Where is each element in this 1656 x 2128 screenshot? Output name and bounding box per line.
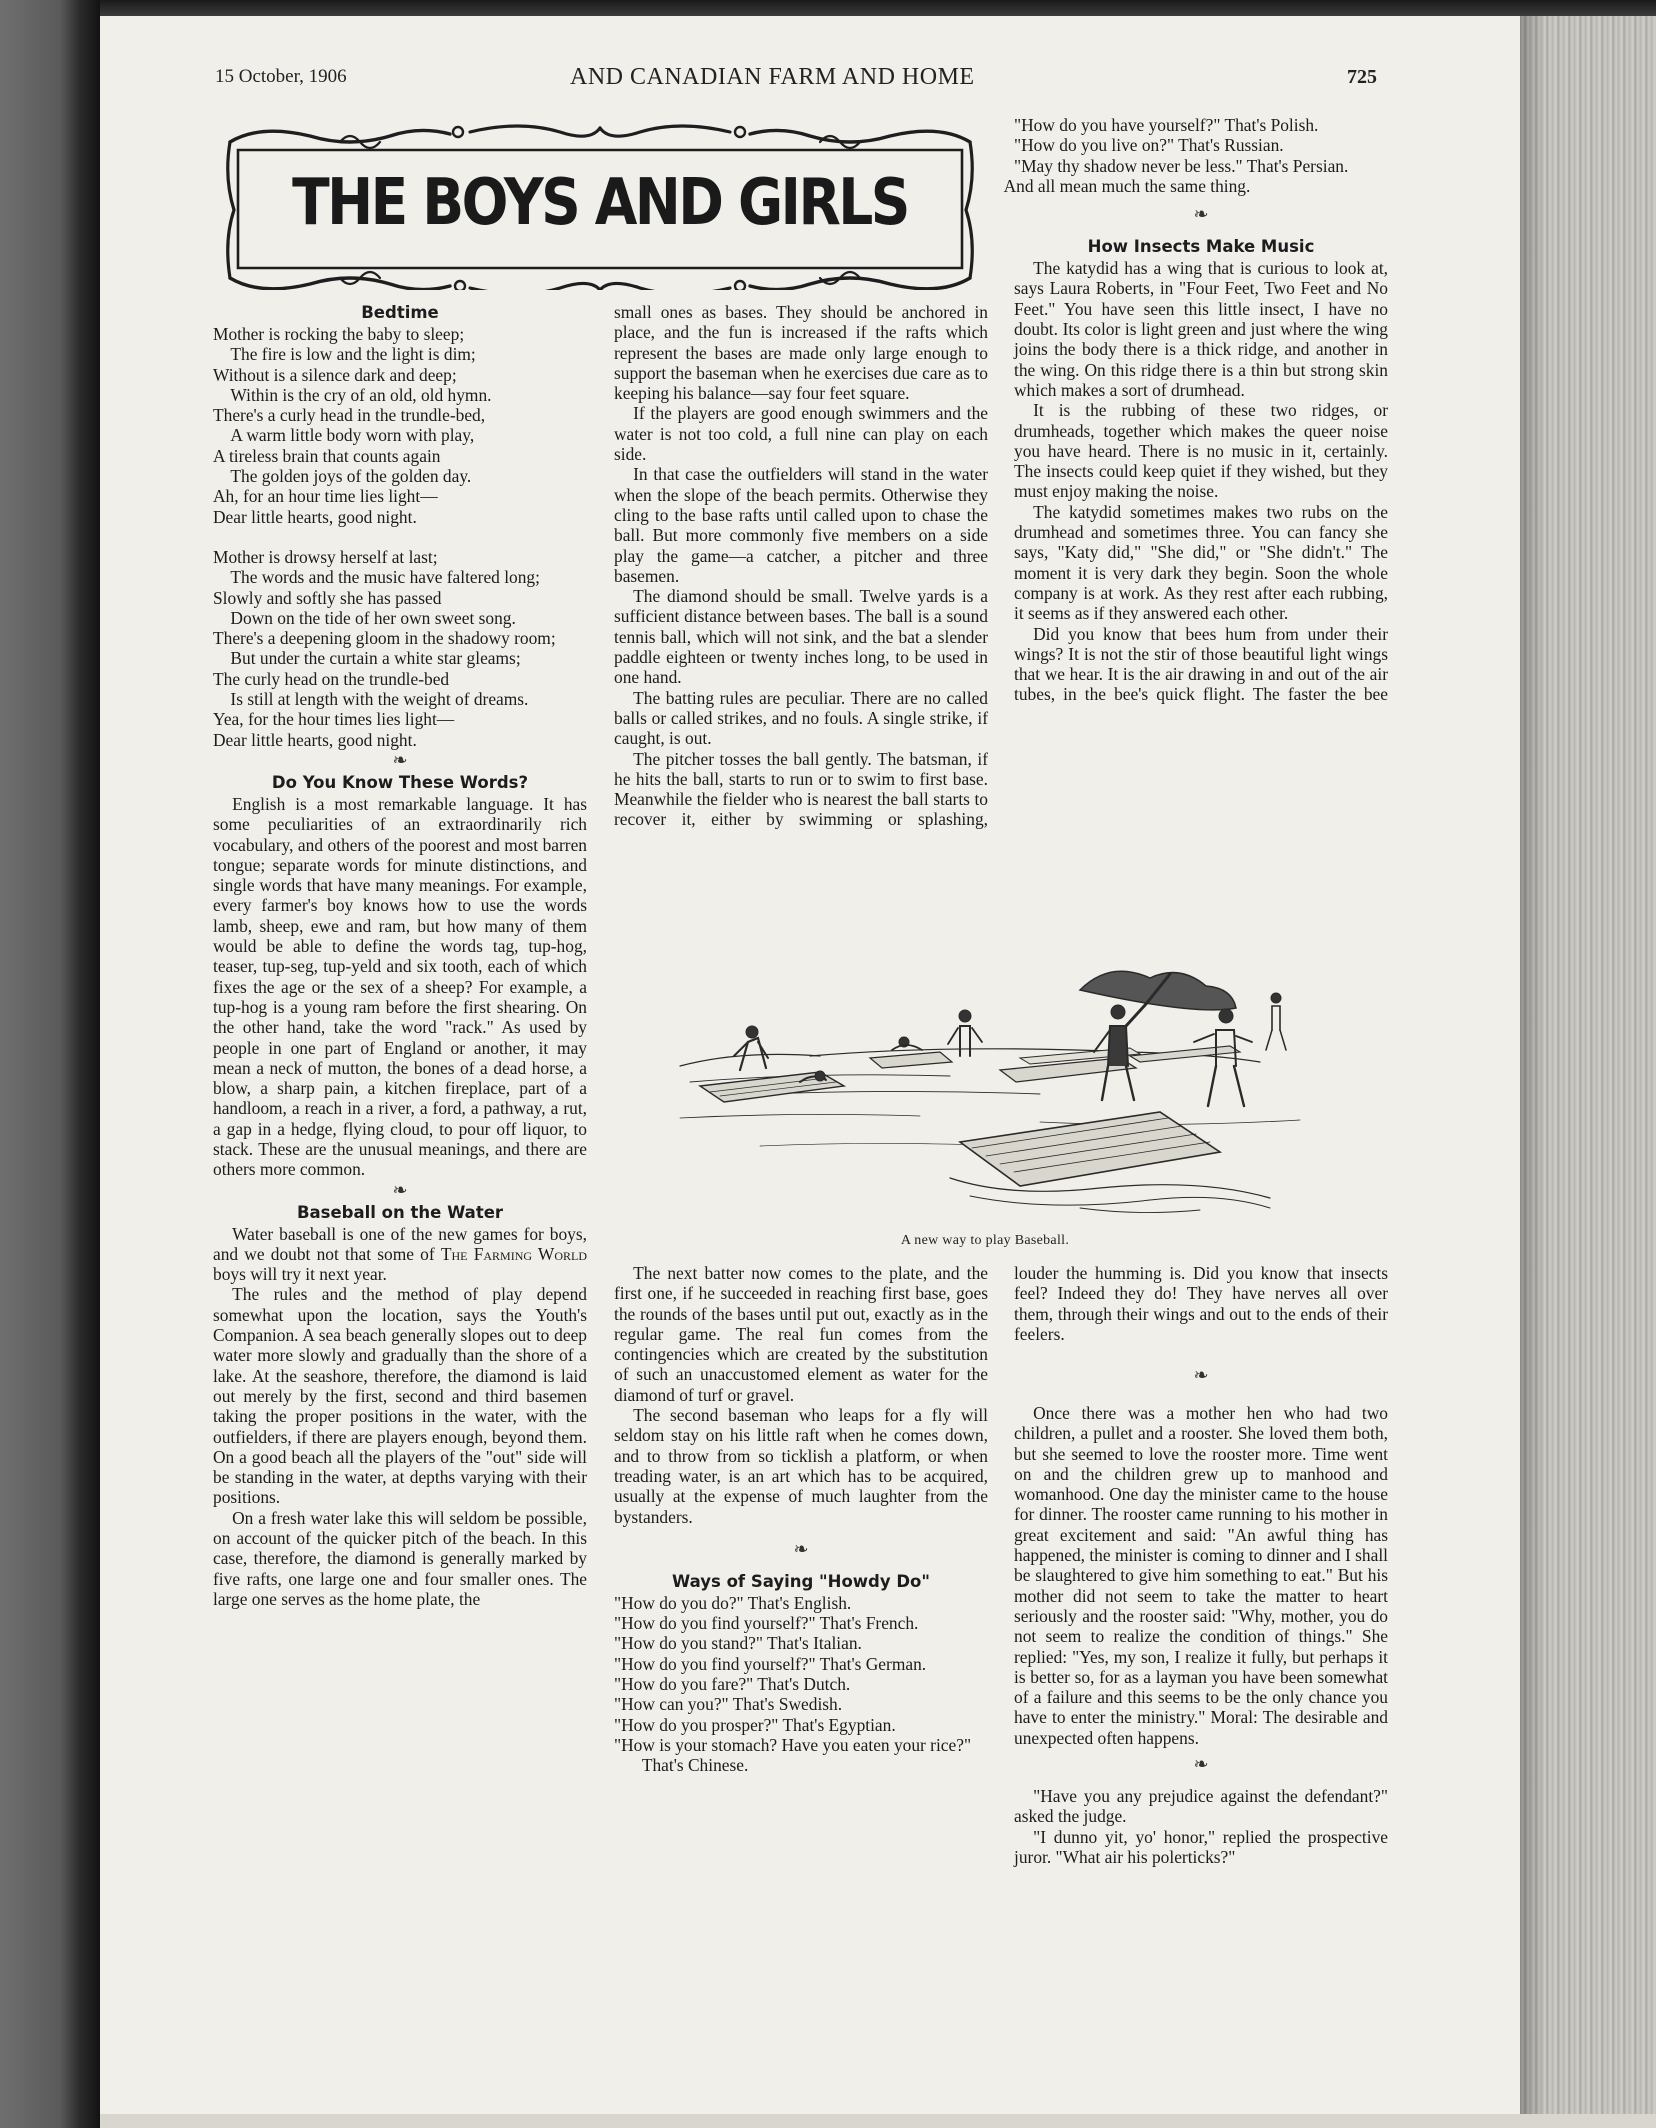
insects-paragraph-4-continued — [1014, 1263, 1388, 1365]
scan-left-edge — [0, 0, 100, 2128]
page-number: 725 — [1347, 66, 1377, 88]
bedtime-heading: Bedtime — [361, 303, 439, 322]
poem-line: Ah, for an hour time lies light— — [213, 486, 438, 507]
baseball-paragraph-6: In that case the outfielders will stand in the water when the slope of the beach permits. Otherwise they cling to the base rafts until called upon to chase the ball. But more commonly five members on a side play the game—a catcher, a pitcher and three basemen. — [614, 464, 988, 586]
section-ornament: ❧ — [793, 1538, 809, 1560]
poem-line: Mother is drowsy herself at last; — [213, 546, 438, 567]
poem-line: Without is a silence dark and deep; — [213, 364, 457, 385]
howdy-line: "May thy shadow never be less." That's Persian. — [1014, 155, 1349, 176]
howdy-line: "How do you do?" That's English. — [614, 1592, 852, 1613]
insects-paragraph-1: The katydid has a wing that is curious to look at, says Laura Roberts, in "Four Feet, Two Feet and No Feet." You have seen this little insect, I have no doubt. Its color is light green and just where the wing joins the body there is a thick ridge, and another in the wing. On this ridge there is a thin but strong skin which makes a sort of drumhead. — [1014, 258, 1388, 400]
poem-line: But under the curtain a white star gleams; — [230, 648, 521, 669]
illustration-caption: A new way to play Baseball. — [900, 1233, 1070, 1248]
poem-line: Down on the tide of her own sweet song. — [230, 607, 516, 628]
column-2-top — [614, 302, 988, 830]
poem-line: The golden joys of the golden day. — [230, 466, 472, 487]
column-2-bottom — [614, 1263, 988, 1776]
bedtime-stanza-1 — [213, 324, 587, 527]
poem-line: Mother is rocking the baby to sleep; — [213, 324, 465, 344]
poem-line: Within is the cry of an old, old hymn. — [230, 384, 492, 405]
section-ornament: ❧ — [1193, 1365, 1209, 1386]
poem-line: The curly head on the trundle-bed — [213, 668, 450, 689]
baseball-paragraph-8: The batting rules are peculiar. There are no called balls or called strikes, and no fouls. A single strike, if caught, is out. — [614, 687, 988, 749]
section-banner — [220, 118, 980, 290]
poem-line: Dear little hearts, good night. — [213, 729, 417, 750]
baseball-paragraph-4: small ones as bases. They should be anchored in place, and the fun is increased if the rafts which represent the bases are made only large enough to support the baseman when he exercises due care as to keeping his balance—say four feet square. — [614, 302, 988, 404]
baseball-p1-end: boys will try it next year. — [213, 1264, 387, 1285]
running-head-title: AND CANADIAN FARM AND HOME — [570, 64, 975, 90]
poem-line: Is still at length with the weight of dreams. — [230, 689, 529, 710]
poem-line: Slowly and softly she has passed — [213, 587, 442, 608]
howdy-line: "How is your stomach? Have you eaten your rice?" That's Chinese. — [614, 1734, 972, 1776]
magazine-name: The Farming World — [440, 1243, 587, 1264]
howdy-line: "How do you fare?" That's Dutch. — [614, 1674, 851, 1695]
poem-line: A warm little body worn with play, — [230, 425, 475, 446]
words-body: English is a most remarkable language. It has some peculiarities of an extraordinarily rich vocabulary, and others of the poorest and most barren tongue; separate words for minute distinctions, and single words that have many meanings. For example, every farmer's boy knows how to use the words lamb, sheep, ewe and ram, but how many of them would be able to define the words tag, tup-hog, teaser, tup-seg, tup-yeld and six tooth, each of which fixes the age or the sex of a sheep? For example, a tup-hog is a young ram before the first shearing. On the other hand, take the word "rack." As used by people in one part of England or another, it may mean a neck of mutton, the bones of a dead horse, a blow, a sharp pain, a kitchen fireplace, part of a handloom, a reach in a river, a ford, a pathway, a rut, a gap in a hedge, flying cloud, to pour off liquor, to stack. These are the unusual meanings, and there are others more common. — [213, 793, 587, 1180]
page-edge-shadow — [1520, 16, 1546, 2114]
howdy-line: "How do you find yourself?" That's French. — [614, 1613, 919, 1634]
section-ornament: ❧ — [392, 1179, 408, 1201]
words-heading: Do You Know These Words? — [271, 772, 529, 792]
poem-line: There's a deepening gloom in the shadowy room; — [213, 628, 556, 649]
howdy-line: "How do you stand?" That's Italian. — [614, 1633, 862, 1654]
section-ornament: ❧ — [1193, 204, 1209, 226]
baseball-paragraph-3: On a fresh water lake this will seldom be possible, on account of the quicker pitch of the beach. In this case, therefore, the diamond is generally marked by five rafts, one large one and four smaller ones. The large one serves as the home plate, the — [213, 1507, 587, 1609]
insects-heading: How Insects Make Music — [1087, 237, 1315, 257]
baseball-illustration — [660, 946, 1310, 1226]
hen-story: Once there was a mother hen who had two children, a pullet and a rooster. She loved them both, but she seemed to love the rooster more. Time went on and the children grew up to manhood and womanhood. One day the minister came to the house for dinner. The rooster came running to his mother in great excitement and said: "An awful thing has happened, the minister is coming to dinner and I shall be slaughtered to give him something to eat." But his mother did not seem to take the matter to heart seriously and the rooster said: "Why, mother, you do not seem to realize the condition of things." She replied: "Yes, my son, I realize it fully, but perhaps it is better so, for as a layman you have been somewhat of a failure and this seems to be the only chance you have to enter the ministry." Moral: The desirable and unexpected often happens. — [1014, 1403, 1388, 1748]
insects-paragraph-3: The katydid sometimes makes two rubs on the drumhead and sometimes three. You can fancy she says, "Katy did," "She did," or "She didn't." The moment it is very dark they begin. Soon the whole company is at work. As they rest after each rubbing, it seems as if they answered each other. — [1014, 501, 1388, 624]
baseball-paragraph-2: The rules and the method of play depend somewhat upon the location, says the Youth's Companion. A sea beach generally slopes out to deep water more slowly and gradually than the shore of a lake. At the seashore, therefore, the diamond is laid out merely by the first, second and third basemen taking the proper positions in the water, with the outfielders, if there are players enough, beyond them. On a good beach all the players of the "out" side will be standing in the water, at depths varying with their positions. — [213, 1284, 587, 1508]
bedtime-stanza-2 — [213, 547, 587, 750]
column-3-bottom — [1014, 1263, 1388, 1867]
water-baseball-drawing — [660, 946, 1310, 1226]
howdy-line: "How do you live on?" That's Russian. — [1014, 135, 1284, 156]
insects-paragraph-4: Did you know that bees hum from under their wings? It is not the stir of those beautiful light wings that we hear. It is the air drawing in and out of the air tubes, in the bee's quick flight. The faster the bee — [1014, 623, 1388, 705]
poem-line: Dear little hearts, good night. — [213, 506, 417, 527]
howdy-line: "How do you have yourself?" That's Polish. — [1014, 115, 1319, 135]
poem-line: A tireless brain that counts again — [213, 445, 441, 466]
howdy-line: And all mean much the same thing. — [1003, 175, 1251, 196]
howdy-line: "How do you prosper?" That's Egyptian. — [614, 1714, 896, 1735]
banner-title: THE BOYS AND GIRLS — [292, 166, 908, 240]
howdy-line: "How can you?" That's Swedish. — [614, 1694, 843, 1715]
stanza-gap — [213, 527, 587, 547]
baseball-paragraph-5: If the players are good enough swimmers and the water is not too cold, a full nine can play on each side. — [614, 403, 988, 465]
section-ornament: ❧ — [1193, 1754, 1209, 1776]
baseball-paragraph-9: The pitcher tosses the ball gently. The batsman, if he hits the ball, starts to run or to swim to first base. Meanwhile the fielder who is nearest the ball starts to recover it, either by swimming or splashing, — [614, 748, 988, 830]
howdy-line: "How do you find yourself?" That's German. — [614, 1653, 927, 1674]
poem-line: The words and the music have faltered long; — [230, 567, 540, 588]
juror-paragraph-2: "I dunno yit, yo' honor," replied the prospective juror. "What air his polerticks?" — [1014, 1826, 1388, 1867]
poem-line: There's a curly head in the trundle-bed, — [213, 405, 486, 426]
running-head-date: 15 October, 1906 — [215, 66, 347, 87]
poem-line: The fire is low and the light is dim; — [230, 344, 476, 365]
insects-p4-tail: louder the humming is. Did you know that insects feel? Indeed they do! They have nerves all over them, through their wings and out to the ends of their feelers. — [1014, 1263, 1388, 1345]
scan-top-edge — [0, 0, 1656, 16]
baseball-p1-start: Water baseball is one of the new games for boys, and we doubt not that some of — [213, 1223, 587, 1264]
baseball-paragraph-10: The next batter now comes to the plate, and the first one, if he succeeded in reaching first base, goes the rounds of the bases until put out, exactly as in the regular game. The real fun comes from the contingencies which are created by the substitution of such an unaccustomed element as water for the diamond of turf or gravel. — [614, 1263, 988, 1405]
baseball-paragraph-1 — [213, 1224, 587, 1285]
insects-paragraph-2: It is the rubbing of these two ridges, or drumheads, together which makes the queer noise you have heard. There is no music in it, certainly. The insects could keep quiet if they wished, but they must enjoy making the noise. — [1014, 400, 1388, 502]
baseball-heading: Baseball on the Water — [296, 1202, 504, 1222]
poem-line: Yea, for the hour times lies light— — [213, 709, 455, 730]
section-ornament: ❧ — [392, 749, 408, 771]
howdy-heading: Ways of Saying "Howdy Do" — [672, 1571, 930, 1591]
juror-paragraph-1: "Have you any prejudice against the defendant?" asked the judge. — [1014, 1786, 1388, 1827]
baseball-paragraph-11: The second baseman who leaps for a fly will seldom stay on his little raft when he comes down, and to throw from so ticklish a platform, or when treading water, is an art which has to be acquired, usually at the expense of much laughter from the bystanders. — [614, 1405, 988, 1527]
baseball-paragraph-7: The diamond should be small. Twelve yards is a sufficient distance between bases. The ball is a sound tennis ball, which will not sink, and the bat a slender paddle eighteen or twenty inches long, to be used in one hand. — [614, 586, 988, 688]
column-3-top — [1003, 115, 1388, 705]
column-1 — [213, 302, 587, 1609]
